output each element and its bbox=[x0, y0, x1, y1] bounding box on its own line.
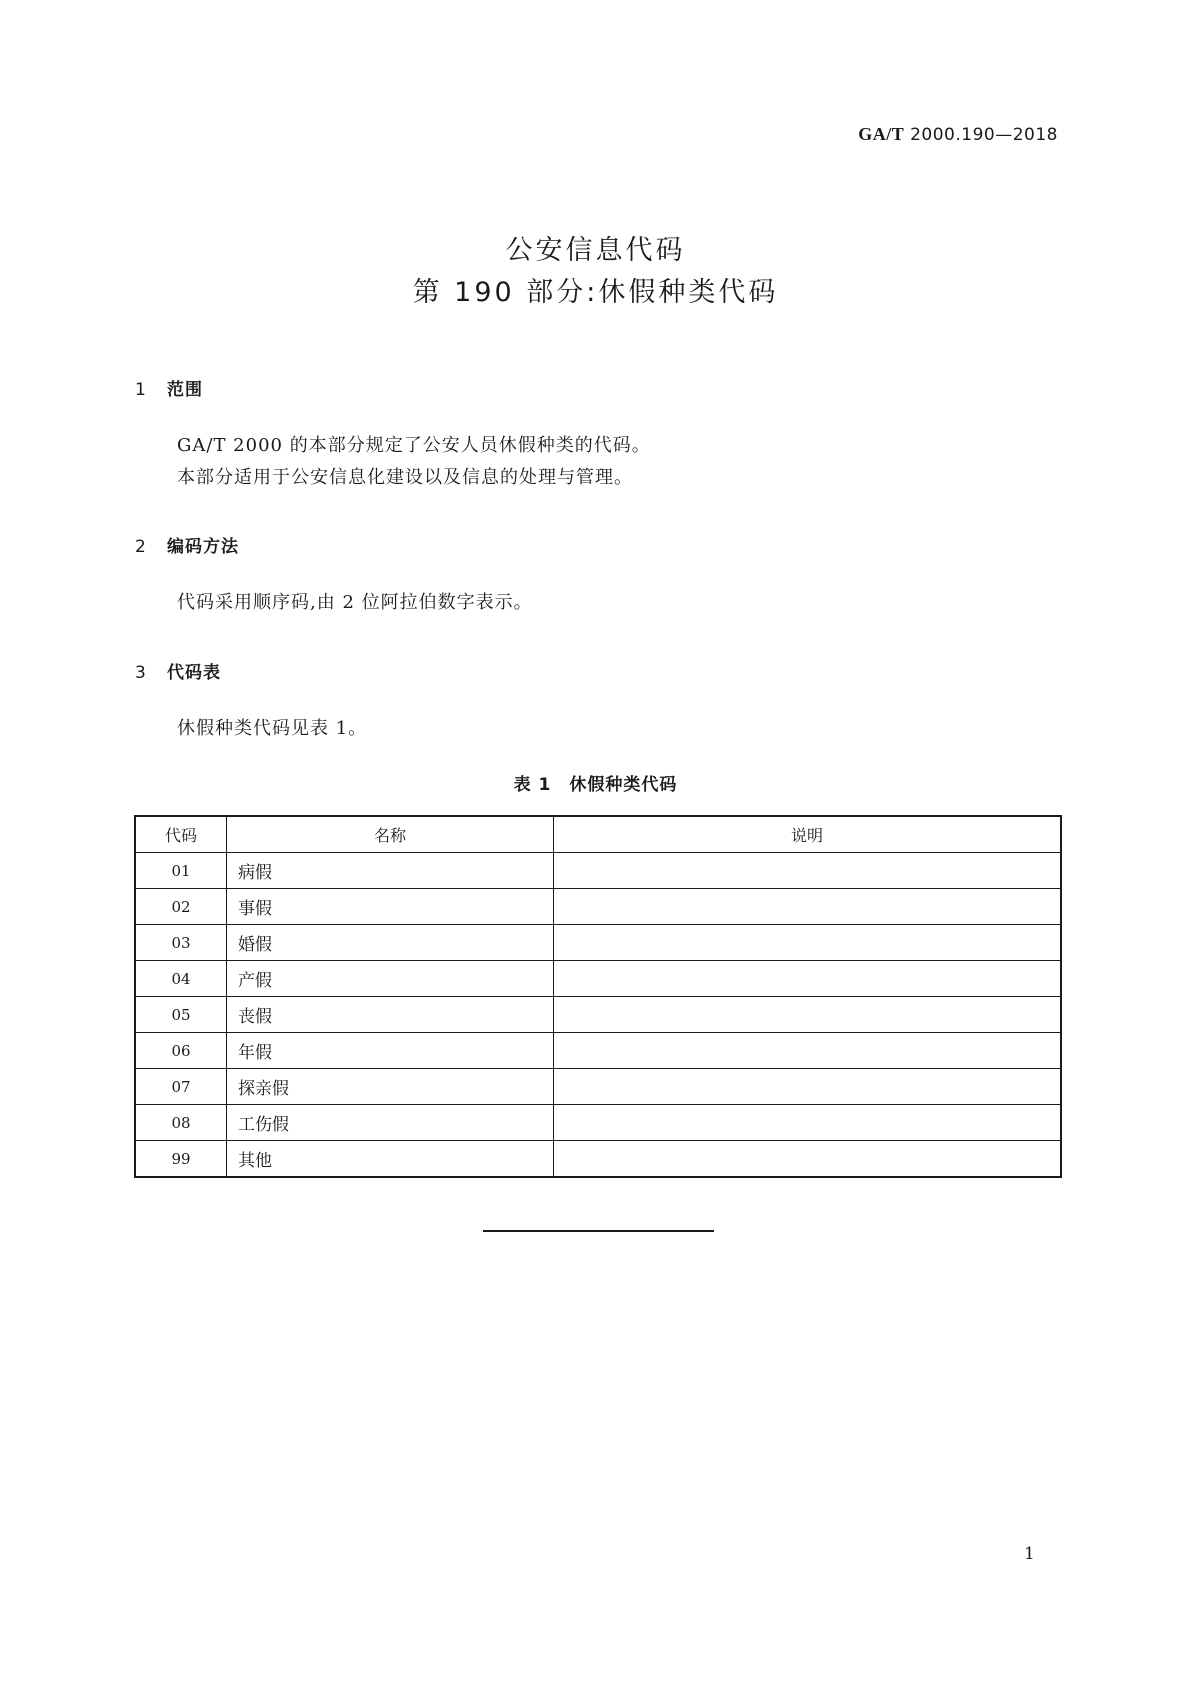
column-header-code: 代码 bbox=[135, 816, 227, 853]
paragraph: 休假种类代码见表 1。 bbox=[177, 718, 368, 739]
paragraph: GA/T 2000 的本部分规定了公安人员休假种类的代码。 bbox=[177, 435, 651, 456]
cell-code: 04 bbox=[135, 961, 227, 997]
cell-description bbox=[554, 1141, 1062, 1178]
cell-name: 丧假 bbox=[227, 997, 554, 1033]
cell-code: 06 bbox=[135, 1033, 227, 1069]
document-subtitle: 第 190 部分:休假种类代码 bbox=[412, 277, 779, 308]
cell-code: 03 bbox=[135, 925, 227, 961]
cell-name: 其他 bbox=[227, 1141, 554, 1178]
section-heading-code-table bbox=[135, 658, 221, 683]
leave-type-code-table bbox=[134, 815, 1062, 1178]
table-row bbox=[135, 1141, 1061, 1178]
section-heading-coding-method bbox=[135, 532, 239, 557]
table-caption: 表 1 休假种类代码 bbox=[513, 775, 678, 795]
cell-description bbox=[554, 925, 1062, 961]
section-title: 编码方法 bbox=[167, 537, 239, 557]
section-number: 1 bbox=[135, 380, 147, 400]
section-number: 3 bbox=[135, 663, 147, 683]
table-header-row bbox=[135, 816, 1061, 853]
section-title: 代码表 bbox=[167, 663, 221, 683]
cell-description bbox=[554, 1105, 1062, 1141]
cell-description bbox=[554, 997, 1062, 1033]
cell-description bbox=[554, 889, 1062, 925]
cell-description bbox=[554, 961, 1062, 997]
cell-name: 探亲假 bbox=[227, 1069, 554, 1105]
cell-description bbox=[554, 853, 1062, 889]
standard-prefix: GA/T bbox=[858, 124, 905, 144]
cell-name: 病假 bbox=[227, 853, 554, 889]
section-number: 2 bbox=[135, 537, 147, 557]
cell-code: 01 bbox=[135, 853, 227, 889]
cell-name: 产假 bbox=[227, 961, 554, 997]
cell-code: 99 bbox=[135, 1141, 227, 1178]
document-title: 公安信息代码 bbox=[505, 235, 686, 266]
column-header-description: 说明 bbox=[554, 816, 1062, 853]
cell-code: 08 bbox=[135, 1105, 227, 1141]
cell-code: 05 bbox=[135, 997, 227, 1033]
cell-code: 02 bbox=[135, 889, 227, 925]
cell-name: 年假 bbox=[227, 1033, 554, 1069]
page-number: 1 bbox=[1024, 1544, 1035, 1564]
end-of-document-rule bbox=[483, 1230, 714, 1232]
table-row bbox=[135, 889, 1061, 925]
table-row bbox=[135, 853, 1061, 889]
table-row bbox=[135, 997, 1061, 1033]
table-row bbox=[135, 925, 1061, 961]
paragraph: 代码采用顺序码,由 2 位阿拉伯数字表示。 bbox=[177, 592, 533, 613]
cell-name: 工伤假 bbox=[227, 1105, 554, 1141]
standard-code: 2000.190—2018 bbox=[910, 125, 1058, 145]
standard-number bbox=[858, 124, 1058, 145]
table-row bbox=[135, 1069, 1061, 1105]
paragraph: 本部分适用于公安信息化建设以及信息的处理与管理。 bbox=[177, 467, 633, 488]
table-row bbox=[135, 961, 1061, 997]
section-title: 范围 bbox=[167, 380, 203, 400]
section-heading-scope bbox=[135, 375, 203, 400]
column-header-name: 名称 bbox=[227, 816, 554, 853]
cell-name: 事假 bbox=[227, 889, 554, 925]
cell-name: 婚假 bbox=[227, 925, 554, 961]
table-row bbox=[135, 1033, 1061, 1069]
cell-code: 07 bbox=[135, 1069, 227, 1105]
table-row bbox=[135, 1105, 1061, 1141]
cell-description bbox=[554, 1033, 1062, 1069]
cell-description bbox=[554, 1069, 1062, 1105]
